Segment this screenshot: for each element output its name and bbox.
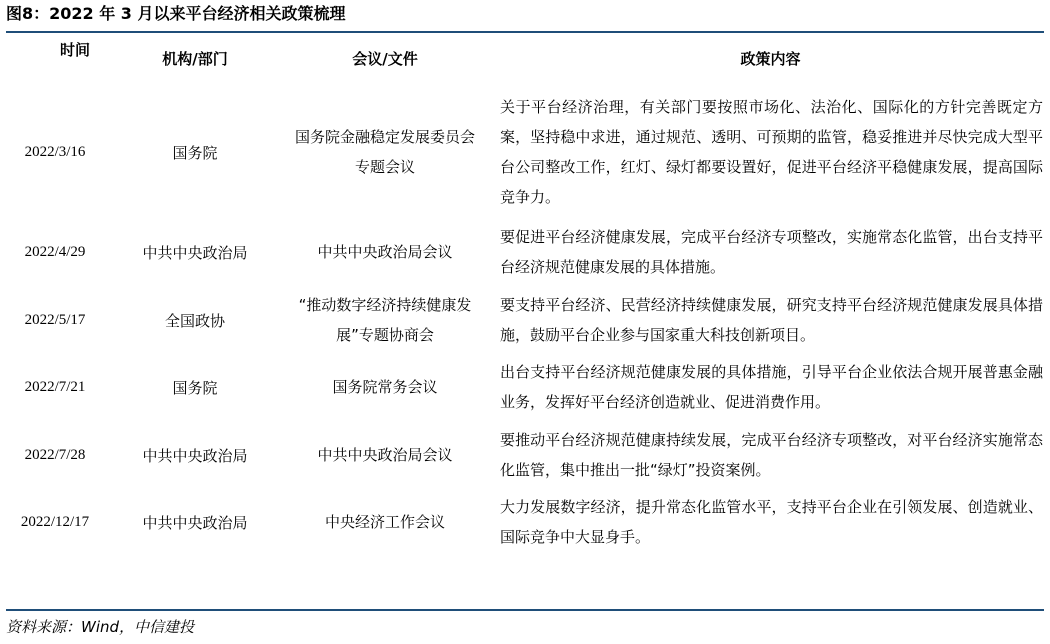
row-content: 出台支持平台经济规范健康发展的具体措施，引导平台企业依法合规开展普惠金融业务，发挥好平台经济创造就业、促进消费作用。 (500, 363, 1043, 411)
table-row (0, 490, 1050, 554)
table-bottom-rule (6, 609, 1044, 611)
row-meeting: 中央经济工作会议 (324, 513, 445, 531)
header-meeting: 会议/文件 (352, 50, 418, 68)
table-row (0, 86, 1050, 218)
row-date: 2022/12/17 (20, 513, 90, 530)
table-row (0, 289, 1050, 351)
row-date: 2022/7/21 (24, 378, 86, 395)
table-row (0, 424, 1050, 486)
row-date: 2022/4/29 (24, 243, 86, 260)
row-org: 国务院 (172, 143, 218, 162)
table-row (0, 221, 1050, 283)
header-date: 时间 (59, 41, 90, 59)
row-content: 要促进平台经济健康发展，完成平台经济专项整改，实施常态化监管，出台支持平台经济规范健康发展的具体措施。 (500, 228, 1043, 276)
row-org: 国务院 (172, 378, 218, 397)
figure-title: 图8：2022 年 3 月以来平台经济相关政策梳理 (6, 4, 346, 23)
row-content: 要支持平台经济、民营经济持续健康发展，研究支持平台经济规范健康发展具体措施，鼓励平台企业参与国家重大科技创新项目。 (500, 296, 1043, 344)
row-meeting: 国务院常务会议 (332, 378, 438, 396)
row-content: 要推动平台经济规范健康持续发展，完成平台经济专项整改，对平台经济实施常态化监管，集中推出一批“绿灯”投资案例。 (500, 431, 1043, 479)
row-org: 中共中央政治局 (142, 513, 248, 532)
row-org: 中共中央政治局 (142, 243, 248, 262)
header-org: 机构/部门 (162, 50, 228, 68)
row-date: 2022/5/17 (24, 311, 86, 328)
table-row (0, 354, 1050, 420)
source-note: 资料来源：Wind，中信建投 (6, 618, 195, 636)
row-org: 中共中央政治局 (142, 446, 248, 465)
row-meeting: “推动数字经济持续健康发展”专题协商会 (298, 296, 472, 344)
table-top-rule (6, 31, 1044, 33)
row-content: 关于平台经济治理，有关部门要按照市场化、法治化、国际化的方针完善既定方案，坚持稳中求进，通过规范、透明、可预期的监管，稳妥推进并尽快完成大型平台公司整改工作，红灯、绿灯都要设置好，促进平台经济平稳健康发展，提高国际竞争力。 (500, 98, 1043, 206)
row-org: 全国政协 (164, 311, 225, 330)
row-meeting: 国务院金融稳定发展委员会专题会议 (294, 128, 475, 176)
row-date: 2022/3/16 (24, 143, 86, 160)
row-meeting: 中共中央政治局会议 (317, 243, 453, 261)
row-content: 大力发展数字经济，提升常态化监管水平，支持平台企业在引领发展、创造就业、国际竞争中大显身手。 (500, 498, 1043, 546)
row-meeting: 中共中央政治局会议 (317, 446, 453, 464)
header-content: 政策内容 (740, 50, 801, 68)
row-date: 2022/7/28 (24, 446, 86, 463)
